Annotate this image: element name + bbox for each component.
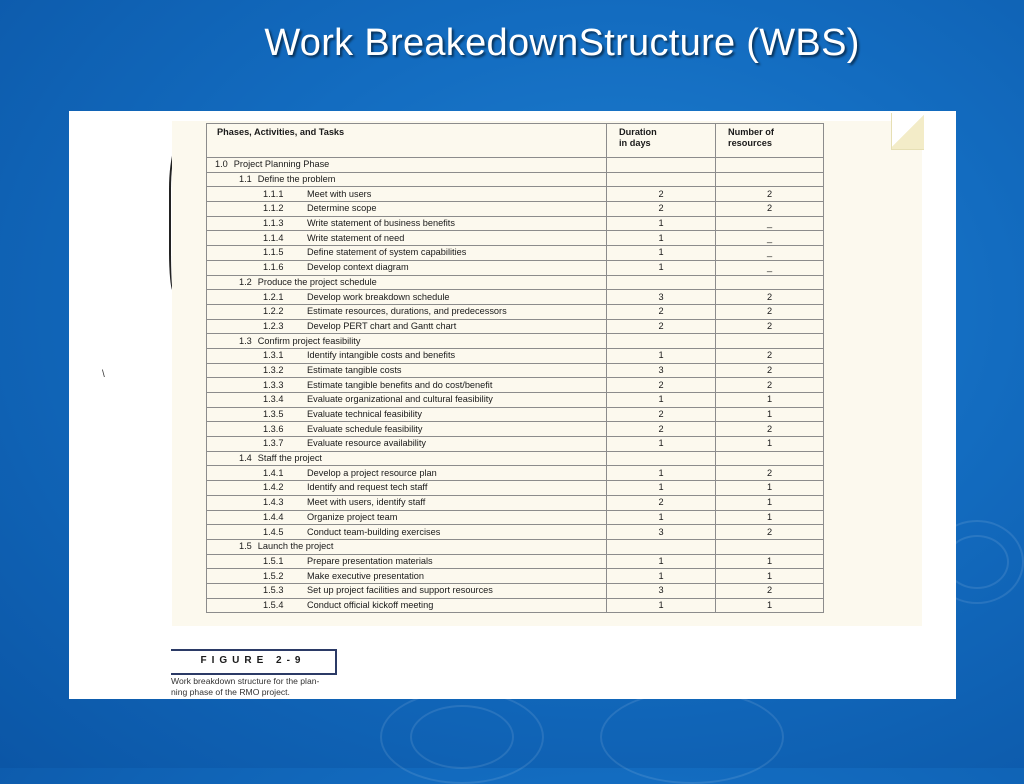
table-row	[207, 539, 824, 554]
task-name: Meet with users, identify staff	[307, 497, 426, 508]
task-code: 1.1.5	[263, 247, 284, 258]
task-code: 1.5.4	[263, 599, 284, 610]
task-name: Evaluate resource availability	[307, 438, 426, 449]
task-code: 1.3.4	[263, 394, 284, 405]
task-name: Project Planning Phase	[233, 159, 330, 170]
task-cell	[207, 539, 607, 554]
task-name: Launch the project	[257, 541, 334, 552]
table-row	[207, 158, 824, 173]
resources-cell	[716, 539, 824, 554]
task-cell	[207, 348, 607, 363]
task-cell	[207, 525, 607, 540]
task-code: 1.1.1	[263, 188, 284, 199]
duration-cell	[607, 334, 716, 349]
task-cell	[207, 334, 607, 349]
duration-cell: 2	[607, 202, 716, 217]
duration-cell: 1	[607, 260, 716, 275]
task-name: Conduct team-building exercises	[307, 526, 441, 537]
scan-mark: \	[102, 369, 105, 380]
task-code: 1.4.2	[263, 482, 284, 493]
task-cell	[207, 598, 607, 613]
task-cell	[207, 466, 607, 481]
table-row	[207, 598, 824, 613]
task-code: 1.3.7	[263, 438, 284, 449]
task-name: Confirm project feasibility	[257, 335, 361, 346]
task-cell	[207, 216, 607, 231]
task-code: 1.1.3	[263, 218, 284, 229]
task-cell	[207, 231, 607, 246]
header-resources: Number of resources	[716, 124, 824, 158]
duration-cell: 1	[607, 466, 716, 481]
task-name: Define the problem	[257, 174, 336, 185]
task-cell	[207, 510, 607, 525]
table-row	[207, 407, 824, 422]
duration-cell: 1	[607, 231, 716, 246]
table-row	[207, 451, 824, 466]
task-code: 1.4.4	[263, 511, 284, 522]
table-row	[207, 393, 824, 408]
duration-cell: 2	[607, 378, 716, 393]
task-cell	[207, 451, 607, 466]
figure-label-box	[171, 649, 337, 675]
table-row	[207, 290, 824, 305]
table-row	[207, 202, 824, 217]
task-name: Evaluate schedule feasibility	[307, 423, 423, 434]
task-name: Develop context diagram	[307, 262, 409, 273]
table-row	[207, 510, 824, 525]
task-code: 1.1.6	[263, 262, 284, 273]
ripple-decoration	[600, 690, 784, 784]
duration-cell: 1	[607, 510, 716, 525]
task-code: 1.2.2	[263, 306, 284, 317]
task-cell	[207, 495, 607, 510]
duration-cell: 2	[607, 422, 716, 437]
resources-cell: 1	[716, 569, 824, 584]
task-name: Develop a project resource plan	[307, 467, 437, 478]
table-row	[207, 216, 824, 231]
task-code: 1.2	[239, 276, 252, 287]
task-cell	[207, 393, 607, 408]
duration-cell	[607, 172, 716, 187]
duration-cell: 2	[607, 187, 716, 202]
task-name: Define statement of system capabilities	[307, 247, 467, 258]
task-code: 1.5	[239, 541, 252, 552]
task-cell	[207, 304, 607, 319]
task-code: 1.3	[239, 335, 252, 346]
task-code: 1.3.5	[263, 409, 284, 420]
duration-cell: 3	[607, 583, 716, 598]
task-code: 1.4.3	[263, 497, 284, 508]
duration-cell: 1	[607, 481, 716, 496]
table-row	[207, 172, 824, 187]
header-duration: Duration in days	[607, 124, 716, 158]
resources-cell	[716, 275, 824, 290]
task-name: Set up project facilities and support resources	[307, 585, 493, 596]
resources-cell: 2	[716, 290, 824, 305]
resources-cell: 1	[716, 393, 824, 408]
duration-cell	[607, 275, 716, 290]
table-header-row	[207, 124, 824, 158]
task-name: Organize project team	[307, 511, 398, 522]
task-code: 1.4.5	[263, 526, 284, 537]
duration-cell: 1	[607, 598, 716, 613]
table-row	[207, 466, 824, 481]
task-name: Identify intangible costs and benefits	[307, 350, 456, 361]
task-cell	[207, 481, 607, 496]
table-row	[207, 246, 824, 261]
resources-cell	[716, 172, 824, 187]
resources-cell: 1	[716, 437, 824, 452]
resources-cell: 2	[716, 187, 824, 202]
resources-cell: 1	[716, 407, 824, 422]
table-row	[207, 334, 824, 349]
task-code: 1.3.3	[263, 379, 284, 390]
table-row	[207, 363, 824, 378]
task-code: 1.4	[239, 453, 252, 464]
task-code: 1.0	[215, 159, 228, 170]
duration-cell: 3	[607, 525, 716, 540]
resources-cell: 1	[716, 510, 824, 525]
duration-cell: 2	[607, 304, 716, 319]
task-code: 1.3.6	[263, 423, 284, 434]
task-name: Develop work breakdown schedule	[307, 291, 450, 302]
slide-title: Work BreakedownStructure (WBS)	[264, 22, 860, 64]
resources-cell: _	[716, 260, 824, 275]
task-cell	[207, 172, 607, 187]
table-row	[207, 437, 824, 452]
wbs-table-body	[207, 158, 824, 613]
resources-cell: 2	[716, 583, 824, 598]
duration-cell: 1	[607, 569, 716, 584]
task-code: 1.2.3	[263, 320, 284, 331]
table-row	[207, 569, 824, 584]
resources-cell: 2	[716, 363, 824, 378]
task-name: Develop PERT chart and Gantt chart	[307, 320, 457, 331]
table-row	[207, 348, 824, 363]
task-cell	[207, 246, 607, 261]
duration-cell: 1	[607, 437, 716, 452]
task-name: Identify and request tech staff	[307, 482, 428, 493]
resources-cell: _	[716, 231, 824, 246]
duration-cell	[607, 451, 716, 466]
ripple-decoration	[410, 705, 514, 769]
resources-cell: 1	[716, 554, 824, 569]
task-code: 1.4.1	[263, 467, 284, 478]
resources-cell	[716, 158, 824, 173]
resources-cell: _	[716, 246, 824, 261]
task-name: Make executive presentation	[307, 570, 424, 581]
task-name: Evaluate technical feasibility	[307, 409, 422, 420]
task-name: Produce the project schedule	[257, 276, 377, 287]
table-row	[207, 525, 824, 540]
table-row	[207, 187, 824, 202]
task-cell	[207, 407, 607, 422]
table-row	[207, 583, 824, 598]
document-sheet	[69, 111, 956, 699]
task-cell	[207, 583, 607, 598]
duration-cell	[607, 539, 716, 554]
resources-cell	[716, 451, 824, 466]
table-row	[207, 481, 824, 496]
task-code: 1.1.2	[263, 203, 284, 214]
task-cell	[207, 378, 607, 393]
task-name: Estimate tangible costs	[307, 364, 402, 375]
task-name: Meet with users	[307, 188, 372, 199]
table-row	[207, 304, 824, 319]
task-name: Write statement of need	[307, 232, 405, 243]
figure-label: FIGURE 2-9	[200, 655, 306, 666]
resources-cell: 2	[716, 422, 824, 437]
task-code: 1.1.4	[263, 232, 284, 243]
resources-cell: 1	[716, 598, 824, 613]
task-name: Determine scope	[307, 203, 377, 214]
duration-cell: 1	[607, 216, 716, 231]
task-cell	[207, 437, 607, 452]
duration-cell: 2	[607, 319, 716, 334]
task-name: Estimate resources, durations, and predecessors	[307, 306, 507, 317]
resources-cell: 2	[716, 348, 824, 363]
duration-cell: 2	[607, 495, 716, 510]
task-cell	[207, 319, 607, 334]
resources-cell: 2	[716, 466, 824, 481]
task-cell	[207, 290, 607, 305]
table-row	[207, 554, 824, 569]
duration-cell: 1	[607, 554, 716, 569]
table-row	[207, 495, 824, 510]
task-code: 1.1	[239, 174, 252, 185]
resources-cell: 2	[716, 319, 824, 334]
table-row	[207, 260, 824, 275]
resources-cell: _	[716, 216, 824, 231]
task-code: 1.5.3	[263, 585, 284, 596]
task-cell	[207, 158, 607, 173]
task-code: 1.3.1	[263, 350, 284, 361]
table-row	[207, 319, 824, 334]
task-name: Evaluate organizational and cultural feasibility	[307, 394, 493, 405]
page-curl	[891, 113, 924, 150]
task-cell	[207, 422, 607, 437]
table-row	[207, 422, 824, 437]
task-name: Write statement of business benefits	[307, 218, 455, 229]
task-cell	[207, 363, 607, 378]
duration-cell: 3	[607, 290, 716, 305]
task-cell	[207, 260, 607, 275]
resources-cell: 2	[716, 202, 824, 217]
task-cell	[207, 554, 607, 569]
task-code: 1.3.2	[263, 364, 284, 375]
task-code: 1.5.2	[263, 570, 284, 581]
task-name: Prepare presentation materials	[307, 555, 433, 566]
resources-cell: 1	[716, 495, 824, 510]
duration-cell	[607, 158, 716, 173]
task-name: Conduct official kickoff meeting	[307, 599, 434, 610]
task-cell	[207, 275, 607, 290]
resources-cell: 1	[716, 481, 824, 496]
task-cell	[207, 202, 607, 217]
duration-cell: 2	[607, 407, 716, 422]
duration-cell: 1	[607, 246, 716, 261]
duration-cell: 3	[607, 363, 716, 378]
resources-cell: 2	[716, 525, 824, 540]
resources-cell	[716, 334, 824, 349]
table-row	[207, 275, 824, 290]
task-code: 1.2.1	[263, 291, 284, 302]
resources-cell: 2	[716, 304, 824, 319]
task-cell	[207, 187, 607, 202]
table-row	[207, 378, 824, 393]
header-task: Phases, Activities, and Tasks	[207, 124, 607, 158]
task-code: 1.5.1	[263, 555, 284, 566]
duration-cell: 1	[607, 393, 716, 408]
task-cell	[207, 569, 607, 584]
task-name: Staff the project	[257, 453, 322, 464]
resources-cell: 2	[716, 378, 824, 393]
table-row	[207, 231, 824, 246]
figure-caption: Work breakdown structure for the plan- ning phase of the RMO project.	[171, 676, 320, 697]
wbs-table	[206, 123, 824, 613]
duration-cell: 1	[607, 348, 716, 363]
task-name: Estimate tangible benefits and do cost/benefit	[307, 379, 493, 390]
